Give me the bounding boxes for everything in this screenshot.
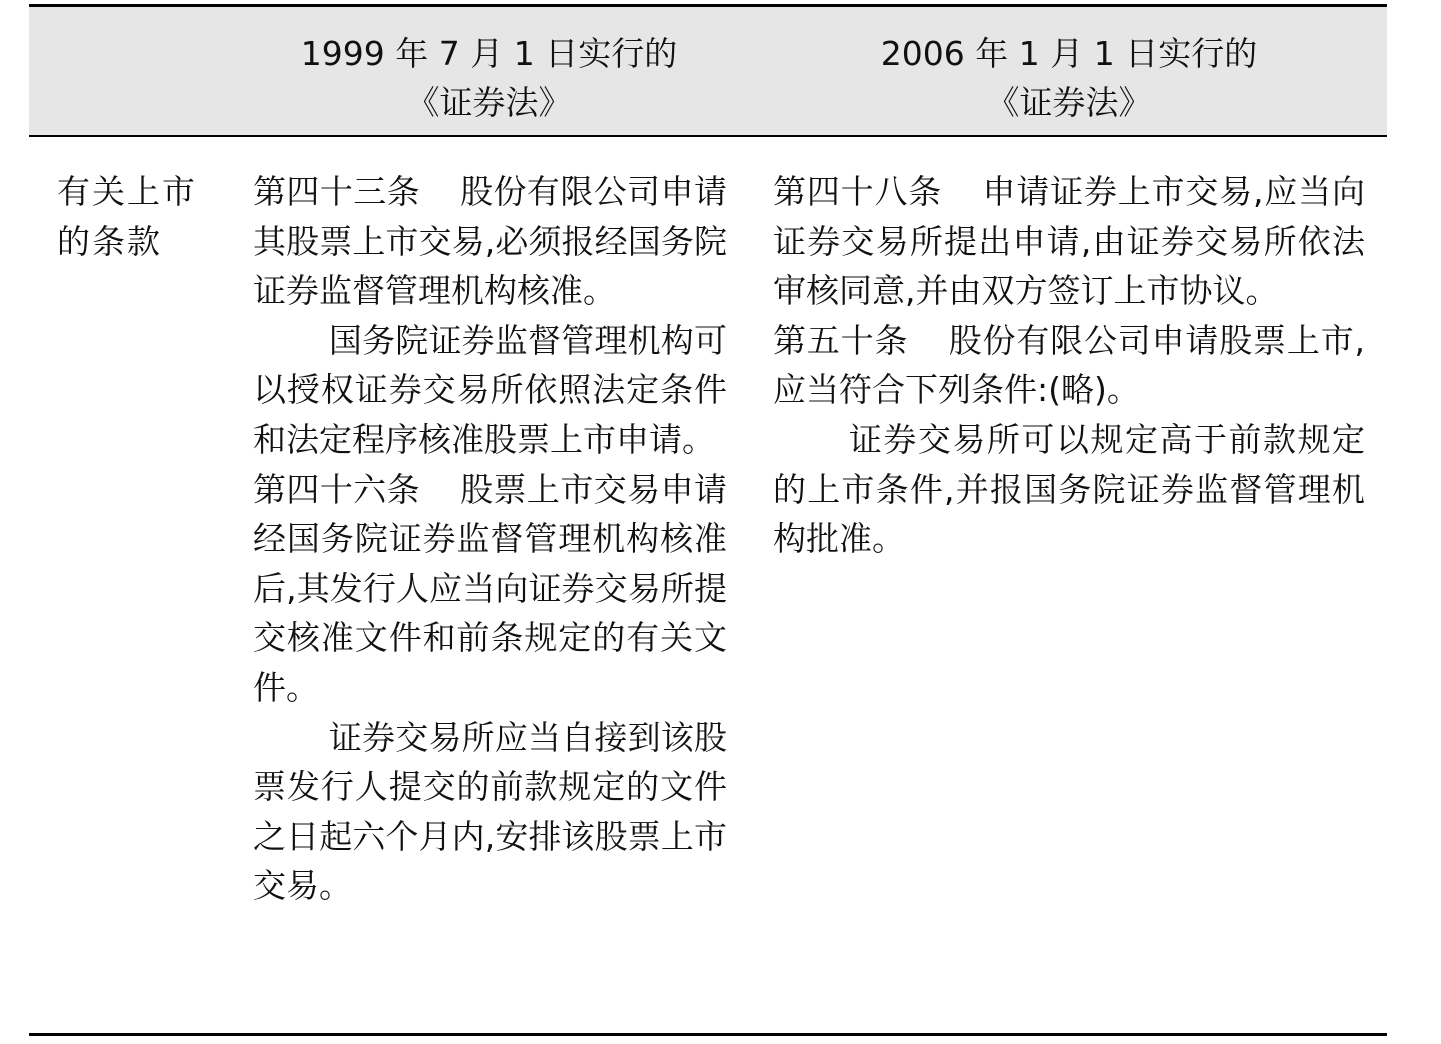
- table-header-rule: [29, 135, 1387, 137]
- row-label-line2: 的条款: [57, 222, 162, 261]
- article-43-text: 股份有限公司申请其股票上市交易,必须报经国务院证券监督管理机构核准。: [253, 172, 728, 311]
- header-2006-line2: 《证券法》: [986, 83, 1152, 122]
- header-2006-line1: 2006 年 1 月 1 日实行的: [880, 34, 1258, 73]
- article-48-paragraph: [773, 167, 1365, 316]
- cell-1999-text: [253, 167, 727, 911]
- article-50-paragraph: [773, 316, 1365, 415]
- article-46-paragraph: [253, 465, 727, 713]
- cell-2006-text: [773, 167, 1365, 564]
- header-1999-law: [229, 29, 749, 127]
- article-43-paragraph: [253, 167, 727, 316]
- article-43-number: 第四十三条: [253, 172, 421, 211]
- table-bottom-rule: [29, 1033, 1387, 1036]
- article-48-text: 申请证券上市交易,应当向证券交易所提出申请,由证券交易所依法审核同意,并由双方签订上市协议。: [773, 172, 1365, 311]
- article-50-text: 股份有限公司申请股票上市,应当符合下列条件:(略)。: [773, 320, 1365, 410]
- article-46-text: 股票上市交易申请经国务院证券监督管理机构核准后,其发行人应当向证券交易所提交核准文件和前条规定的有关文件。: [253, 469, 728, 707]
- article-50-number: 第五十条: [773, 320, 909, 360]
- table-header: [29, 7, 1387, 136]
- comparison-table: [29, 4, 1387, 1036]
- header-2006-law: [789, 29, 1349, 127]
- row-label: [57, 167, 217, 267]
- article-50-paragraph-2: 证券交易所可以规定高于前款规定的上市条件,并报国务院证券监督管理机构批准。: [773, 419, 1365, 559]
- header-1999-line1: 1999 年 7 月 1 日实行的: [300, 34, 678, 73]
- article-46-number: 第四十六条: [253, 469, 421, 509]
- article-46-paragraph-2: 证券交易所应当自接到该股票发行人提交的前款规定的文件之日起六个月内,安排该股票上市交易。: [253, 717, 727, 906]
- article-48-number: 第四十八条: [773, 172, 943, 211]
- header-1999-line2: 《证券法》: [406, 83, 572, 122]
- row-label-line1: 有关上市: [57, 172, 197, 211]
- article-43-paragraph-2: 国务院证券监督管理机构可以授权证券交易所依照法定条件和法定程序核准股票上市申请。: [253, 320, 727, 459]
